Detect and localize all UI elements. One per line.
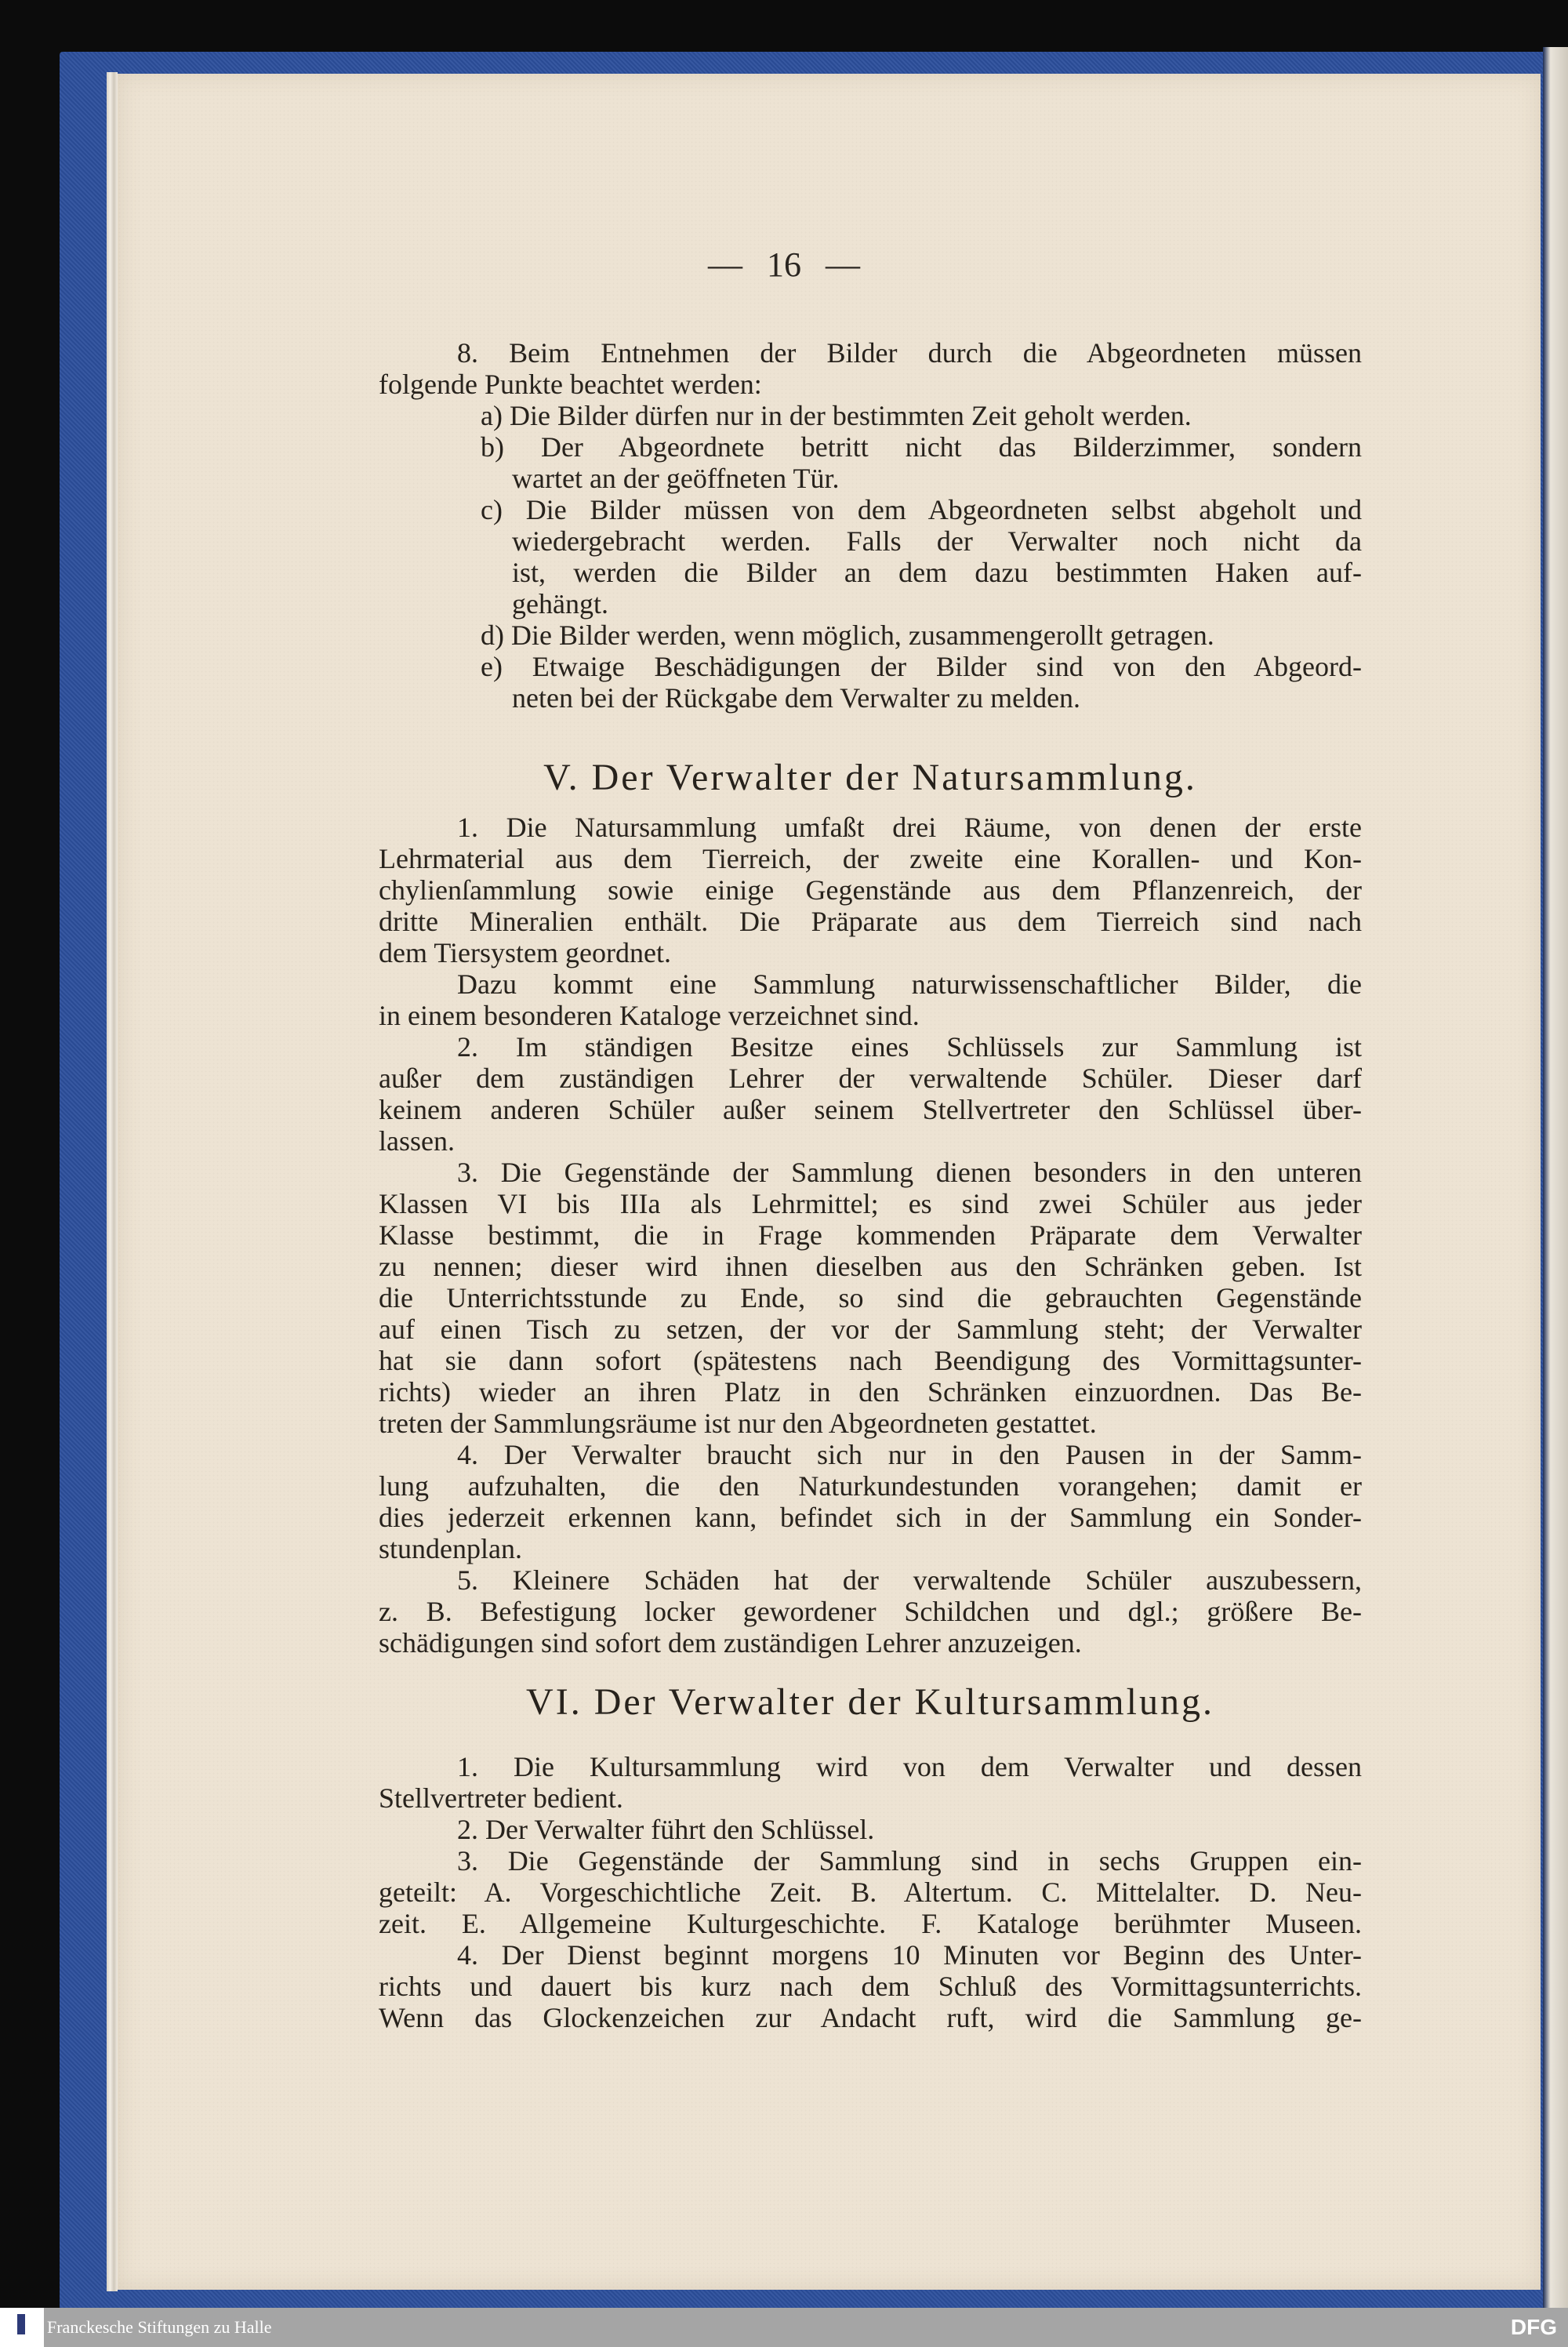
text-line: dem Tiersystem geordnet. bbox=[379, 937, 671, 968]
text-line: stundenplan. bbox=[379, 1533, 522, 1564]
text-line: keinem anderen Schüler außer seinem Stellvertreter den Schlüssel über- bbox=[379, 1094, 1362, 1125]
text-line: 3. Die Gegenstände der Sammlung sind in sechs Gruppen ein- bbox=[457, 1845, 1362, 1877]
text-line: Wenn das Glockenzeichen zur Andacht ruft, wird die Sammlung ge- bbox=[379, 2002, 1362, 2033]
text-line: Klasse bestimmt, die in Frage kommenden Präparate dem Verwalter bbox=[379, 1219, 1362, 1251]
section-heading: VI. Der Verwalter der Kultursammlung. bbox=[526, 1681, 1214, 1723]
institution-logo-icon bbox=[0, 2308, 44, 2347]
text-line: die Unterrichtsstunde zu Ende, so sind die gebrauchten Gegenstände bbox=[379, 1282, 1362, 1313]
text-line: a) Die Bilder dürfen nur in der bestimmten Zeit geholt werden. bbox=[481, 400, 1192, 431]
text-line: lung aufzuhalten, die den Naturkundestunden vorangehen; damit er bbox=[379, 1470, 1362, 1502]
text-line: 4. Der Dienst beginnt morgens 10 Minuten vor Beginn des Unter- bbox=[457, 1939, 1362, 1971]
text-line: gehängt. bbox=[512, 588, 608, 619]
text-line: treten der Sammlungsräume ist nur den Abgeordneten gestattet. bbox=[379, 1408, 1097, 1439]
text-line: schädigungen sind sofort dem zuständigen Lehrer anzuzeigen. bbox=[379, 1627, 1082, 1659]
text-line: Stellvertreter bedient. bbox=[379, 1782, 623, 1814]
text-line: folgende Punkte beachtet werden: bbox=[379, 369, 762, 400]
text-line: dritte Mineralien enthält. Die Präparate aus dem Tierreich sind nach bbox=[379, 906, 1362, 937]
text-line: 1. Die Natursammlung umfaßt drei Räume, von denen der erste bbox=[457, 812, 1362, 843]
text-line: lassen. bbox=[379, 1125, 455, 1157]
institution-name[interactable]: Franckesche Stiftungen zu Halle bbox=[47, 2317, 272, 2337]
text-line: 2. Im ständigen Besitze eines Schlüssels zur Sammlung ist bbox=[457, 1031, 1362, 1063]
text-line: richts) wieder an ihren Platz in den Schränken einzuordnen. Das Be- bbox=[379, 1376, 1362, 1408]
text-line: z. B. Befestigung locker gewordener Schildchen und dgl.; größere Be- bbox=[379, 1596, 1362, 1627]
page-number bbox=[0, 245, 1568, 285]
text-line: hat sie dann sofort (spätestens nach Beendigung des Vormittagsunter- bbox=[379, 1345, 1362, 1376]
text-line: richts und dauert bis kurz nach dem Schluß des Vormittagsunterrichts. bbox=[379, 1971, 1362, 2002]
dash-right: — bbox=[826, 245, 860, 284]
text-line: Dazu kommt eine Sammlung naturwissenschaftlicher Bilder, die bbox=[457, 968, 1362, 1000]
text-line: 5. Kleinere Schäden hat der verwaltende Schüler auszubessern, bbox=[457, 1564, 1362, 1596]
next-page-edge bbox=[1543, 47, 1568, 2310]
text-line: 2. Der Verwalter führt den Schlüssel. bbox=[457, 1814, 875, 1845]
dfg-logo: DFG bbox=[1510, 2315, 1557, 2339]
text-line: d) Die Bilder werden, wenn möglich, zusammengerollt getragen. bbox=[481, 619, 1214, 651]
page-number-value: 16 bbox=[767, 245, 801, 284]
text-line: neten bei der Rückgabe dem Verwalter zu melden. bbox=[512, 682, 1081, 714]
text-line: chylienſammlung sowie einige Gegenstände aus dem Pflanzenreich, der bbox=[379, 874, 1362, 906]
text-line: außer dem zuständigen Lehrer der verwaltende Schüler. Dieser darf bbox=[379, 1063, 1362, 1094]
text-line: Lehrmaterial aus dem Tierreich, der zweite eine Korallen- und Kon- bbox=[379, 843, 1362, 874]
text-line: wiedergebracht werden. Falls der Verwalter noch nicht da bbox=[512, 525, 1362, 557]
text-line: dies jederzeit erkennen kann, befindet sich in der Sammlung ein Sonder- bbox=[379, 1502, 1362, 1533]
section-heading: V. Der Verwalter der Natursammlung. bbox=[543, 757, 1197, 798]
text-line: 4. Der Verwalter braucht sich nur in den Pausen in der Samm- bbox=[457, 1439, 1362, 1470]
text-line: e) Etwaige Beschädigungen der Bilder sind von den Abgeord- bbox=[481, 651, 1362, 682]
text-line: c) Die Bilder müssen von dem Abgeordneten selbst abgeholt und bbox=[481, 494, 1362, 525]
text-line: b) Der Abgeordnete betritt nicht das Bilderzimmer, sondern bbox=[481, 431, 1362, 463]
text-column bbox=[379, 337, 1362, 2033]
text-line: ist, werden die Bilder an dem dazu bestimmten Haken auf- bbox=[512, 557, 1362, 588]
text-line: Klassen VI bis IIIa als Lehrmittel; es sind zwei Schüler aus jeder bbox=[379, 1188, 1362, 1219]
text-line: 1. Die Kultursammlung wird von dem Verwalter und dessen bbox=[457, 1751, 1362, 1782]
text-line: zu nennen; dieser wird ihnen dieselben aus den Schränken geben. Ist bbox=[379, 1251, 1362, 1282]
text-line: geteilt: A. Vorgeschichtliche Zeit. B. Altertum. C. Mittelalter. D. Neu- bbox=[379, 1877, 1362, 1908]
page-edges bbox=[107, 72, 118, 2291]
text-line: wartet an der geöffneten Tür. bbox=[512, 463, 840, 494]
text-line: in einem besonderen Kataloge verzeichnet sind. bbox=[379, 1000, 920, 1031]
text-line: auf einen Tisch zu setzen, der vor der Sammlung steht; der Verwalter bbox=[379, 1313, 1362, 1345]
footer-bar bbox=[0, 2308, 1568, 2347]
text-line: zeit. E. Allgemeine Kulturgeschichte. F. Kataloge berühmter Museen. bbox=[379, 1908, 1362, 1939]
text-line: 8. Beim Entnehmen der Bilder durch die Abgeordneten müssen bbox=[457, 337, 1362, 369]
dash-left: — bbox=[708, 245, 742, 284]
text-line: 3. Die Gegenstände der Sammlung dienen besonders in den unteren bbox=[457, 1157, 1362, 1188]
